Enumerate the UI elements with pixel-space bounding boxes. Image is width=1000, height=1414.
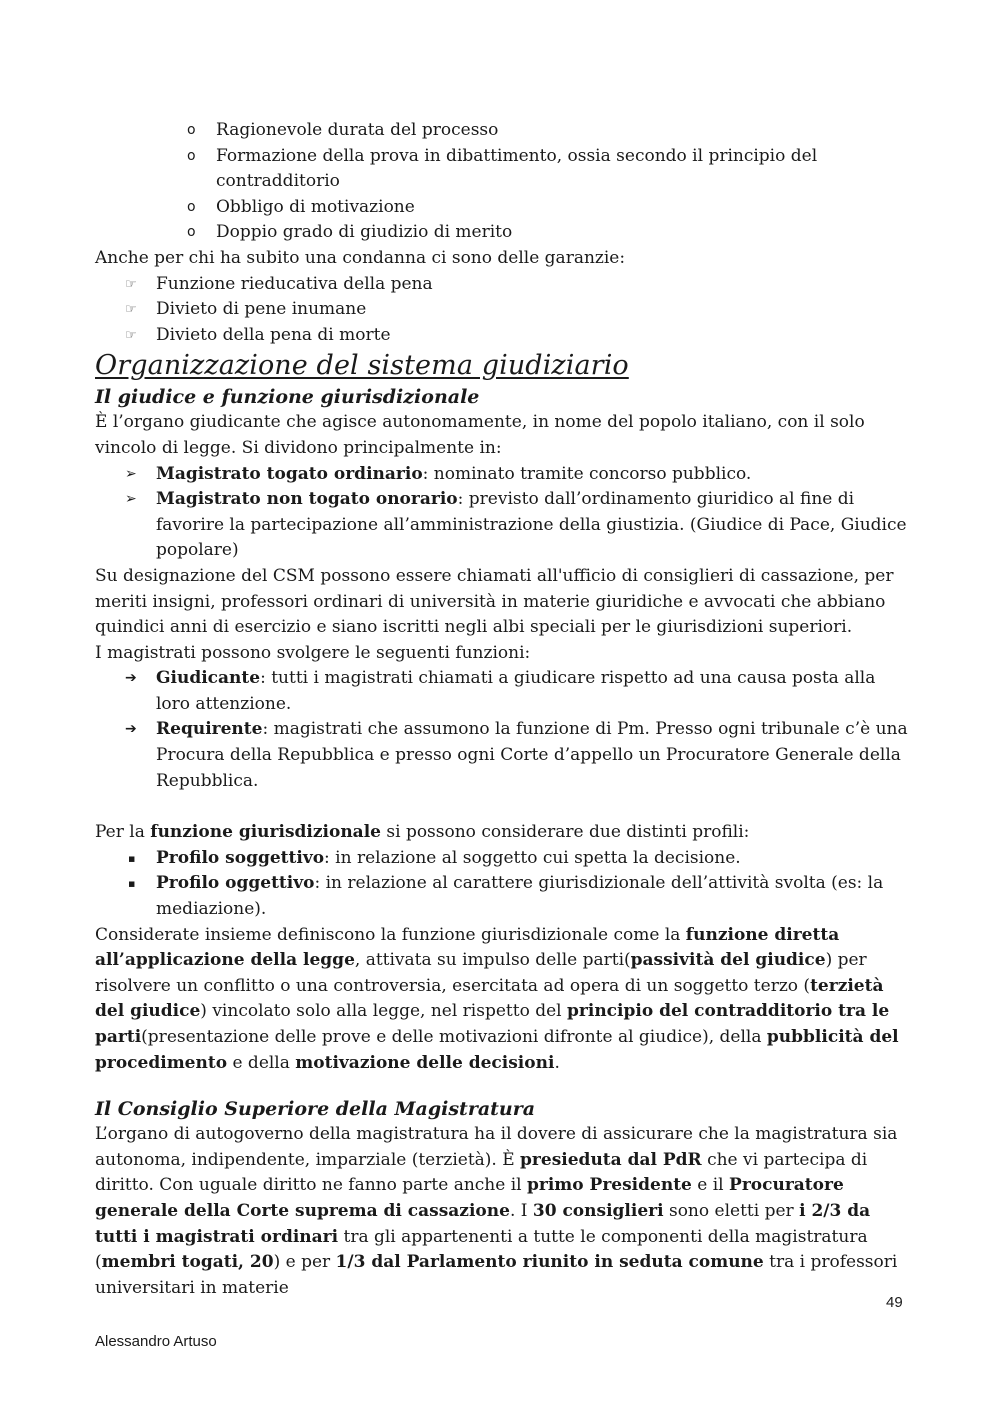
circle-bullet-icon: o (187, 122, 196, 138)
paragraph-considerate: Considerate insieme definiscono la funzione giurisdizionale come la funzione diretta all’applicazione della legge, attivata su impulso delle parti(passività del giudice) per risolvere un conflitto o una controversia, esercitata ad opera di un soggetto terzo (terzietà del giudice) vincolato solo alla legge, nel rispetto del principio del contradditorio tra le parti(presentazione delle prove e delle motivazioni difronte al giudice), della pubblicità del procedimento e della motivazione delle decisioni. (95, 924, 899, 1073)
circle-bullet-icon: o (187, 224, 196, 241)
square-bullet-icon: ▪ (128, 851, 136, 865)
list-item: o Formazione della prova in dibattimento, ossia secondo il principio del contradditorio (187, 145, 818, 192)
list-item: ☞ Divieto della pena di morte (95, 323, 910, 349)
subsection-heading: Il giudice e funzione giurisdizionale (95, 386, 480, 409)
subsection-heading: Il Consiglio Superiore della Magistratura (95, 1098, 536, 1121)
list-item: o Obbligo di motivazione (95, 195, 910, 221)
list-item: o Ragionevole durata del processo (95, 118, 910, 144)
paragraph-profili: Per la funzione giurisdizionale si possono considerare due distinti profili: (95, 822, 750, 843)
profili-list (95, 846, 910, 923)
spacer (95, 1076, 910, 1096)
funzioni-list (95, 666, 910, 794)
page-content (95, 118, 910, 1301)
square-bullet-icon: ▪ (128, 877, 136, 891)
paragraph-csm: L’organo di autogoverno della magistratura ha il dovere di assicurare che la magistratura sia autonoma, indipendente, imparziale (terzietà). È presieduta dal PdR che vi partecipa di diritto. Con uguale diritto ne fanno parte anche il primo Presidente e il Procuratore generale della Corte suprema di cassazione. I 30 consiglieri sono eletti per i 2/3 da tutti i magistrati ordinari tra gli appartenenti a tutte le componenti della magistratura (membri togati, 20) e per 1/3 dal Parlamento riunito in seduta comune tra i professori universitari in materie (95, 1124, 898, 1298)
list-item: ➢ Magistrato non togato onorario: previsto dall’ordinamento giuridico al fine di favorire la partecipazione all’amministrazione della giustizia. (Giudice di Pace, Giudice popolare) (125, 489, 907, 561)
list-item: ➔ Requirente: magistrati che assumono la funzione di Pm. Presso ogni tribunale c’è una Procura della Repubblica e presso ogni Corte d’appello un Procuratore Generale della Repubblica. (125, 719, 908, 791)
list-item: ➢ Magistrato togato ordinario: nominato tramite concorso pubblico. (95, 462, 910, 488)
paragraph-funzioni: I magistrati possono svolgere le seguenti funzioni: (95, 642, 531, 663)
arrow-bullet-icon: ➔ (125, 721, 137, 738)
footer-author: Alessandro Artuso (95, 1333, 217, 1350)
arrowhead-bullet-icon: ➢ (125, 491, 137, 508)
paragraph-designazione: Su designazione del CSM possono essere chiamati all'ufficio di consiglieri di cassazione, per meriti insigni, professori ordinari di università in materie giuridiche e avvocati che abbiano quindici anni di esercizio e siano iscritti negli albi speciali per le giurisdizioni superiori. (95, 565, 894, 638)
pointing-hand-icon: ☞ (125, 276, 137, 292)
pointing-hand-icon: ☞ (125, 302, 137, 318)
list-item: o Doppio grado di giudizio di merito (95, 220, 910, 246)
pointing-hand-icon: ☞ (125, 327, 137, 343)
paragraph-giudice: È l’organo giudicante che agisce autonomamente, in nome del popolo italiano, con il solo vincolo di legge. Si dividono principalmente in: (95, 412, 865, 458)
paragraph-condanna: Anche per chi ha subito una condanna ci sono delle garanzie: (95, 247, 626, 268)
condanna-list (95, 272, 910, 349)
magistrati-list (95, 462, 910, 564)
list-item: ☞ Divieto di pene inumane (95, 297, 910, 323)
page-number: 49 (886, 1294, 903, 1311)
arrow-bullet-icon: ➔ (125, 670, 137, 687)
arrowhead-bullet-icon: ➢ (125, 465, 137, 482)
spacer (95, 794, 910, 820)
list-item: ▪ Profilo soggettivo: in relazione al soggetto cui spetta la decisione. (95, 846, 910, 872)
section-heading: Organizzazione del sistema giudiziario (95, 350, 629, 382)
circle-bullet-icon: o (187, 198, 196, 215)
list-item: ▪ Profilo oggettivo: in relazione al carattere giurisdizionale dell’attività svolta (es: la mediazione). (128, 873, 884, 920)
list-item: ☞ Funzione rieducativa della pena (95, 272, 910, 298)
list-item: ➔ Giudicante: tutti i magistrati chiamati a giudicare rispetto ad una causa posta alla loro attenzione. (125, 668, 876, 714)
garanzie-list (95, 118, 910, 246)
circle-bullet-icon: o (187, 147, 196, 164)
